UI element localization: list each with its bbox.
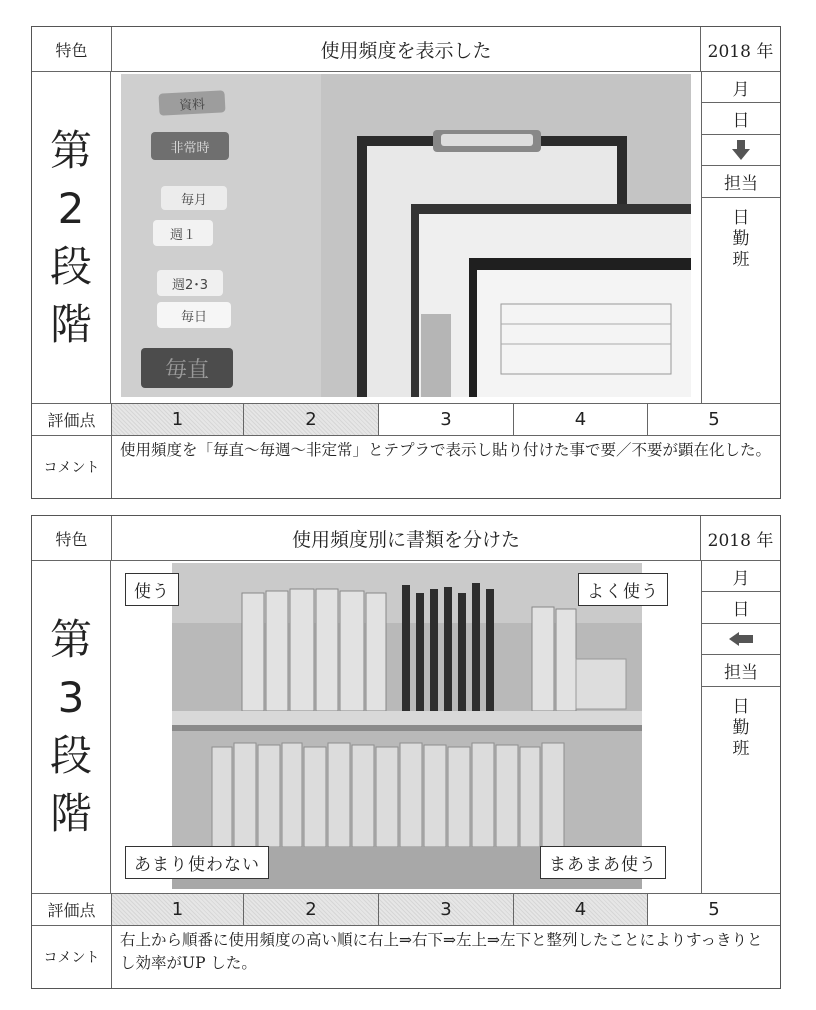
side-column <box>701 561 780 893</box>
section-title: 使用頻度を表示した <box>112 27 701 71</box>
photo-illustration <box>172 563 642 889</box>
eval-label: 評価点 <box>32 404 112 435</box>
day-cell: 日 <box>702 592 780 624</box>
tag-label: 非常時 <box>151 132 229 160</box>
owner-char: 日 <box>732 697 750 717</box>
score-cell-2: 2 <box>244 894 379 925</box>
owner-name <box>702 208 780 271</box>
stage-char: 第 <box>49 125 92 175</box>
left-arrow-icon <box>729 632 753 646</box>
stage-char: 階 <box>49 299 92 349</box>
header-row <box>32 27 780 71</box>
stage-char: 段 <box>49 241 92 291</box>
comment-text: 右上から順番に使用頻度の高い順に右上⇒右下⇒左上⇒左下と整列したことによりすっきりとし効率がUP した。 <box>120 931 763 972</box>
stage-label <box>32 72 111 403</box>
month-cell: 月 <box>702 561 780 592</box>
owner-char: 班 <box>732 250 750 270</box>
tag-label: 週2･3 <box>157 270 223 296</box>
owner-name <box>702 697 780 760</box>
owner-char: 勤 <box>732 229 750 249</box>
score-cell-5: 5 <box>708 899 720 920</box>
feature-label: 特色 <box>32 27 112 71</box>
owner-char: 勤 <box>732 718 750 738</box>
tag-label: 毎月 <box>161 186 227 210</box>
stage-label <box>32 561 111 893</box>
score-row <box>32 894 780 925</box>
feature-label: 特色 <box>32 516 112 560</box>
stage-char: 第 <box>49 615 92 664</box>
header-row <box>32 516 780 560</box>
year-label: 2018 年 <box>707 530 774 551</box>
month-cell: 月 <box>702 72 780 103</box>
direction-cell <box>702 135 780 166</box>
comment-row <box>32 926 780 988</box>
score-cell-1: 1 <box>112 404 244 435</box>
score-cell-5: 5 <box>708 409 720 430</box>
score-row <box>32 404 780 435</box>
side-column <box>701 72 780 403</box>
score-cell-2: 2 <box>244 404 379 435</box>
stage-2-card <box>31 26 781 499</box>
score-cell-4: 4 <box>514 404 648 435</box>
owner-char: 日 <box>732 208 750 228</box>
stage-char: 階 <box>49 789 92 838</box>
callout-use: 使う <box>125 573 179 606</box>
stage-char: 段 <box>49 731 92 780</box>
section-title: 使用頻度別に書類を分けた <box>112 516 701 560</box>
stage-number: 3 <box>57 673 85 722</box>
callout-frequently-use: よく使う <box>578 573 668 606</box>
stage-3-card <box>31 515 781 989</box>
tag-label: 毎直 <box>141 348 233 388</box>
callout-rarely-use: あまり使わない <box>125 846 269 879</box>
down-arrow-icon <box>732 140 750 160</box>
tagged-clipboards-photo <box>121 74 691 397</box>
owner-char: 班 <box>732 739 750 759</box>
comment-text: 使用頻度を「毎直～毎週～非定常」とテプラで表示し貼り付けた事で要／不要が顕在化した。 <box>120 441 772 459</box>
year-label: 2018 年 <box>707 41 774 62</box>
owner-label: 担当 <box>702 166 780 198</box>
score-cell-1: 1 <box>112 894 244 925</box>
stage-number: 2 <box>57 183 85 233</box>
score-cell-3: 3 <box>379 894 514 925</box>
tag-label: 資料 <box>158 90 225 115</box>
tag-label: 週１ <box>153 220 213 246</box>
score-cell-3: 3 <box>379 404 514 435</box>
owner-label: 担当 <box>702 655 780 687</box>
eval-label: 評価点 <box>32 894 112 925</box>
direction-cell <box>702 624 780 655</box>
day-cell: 日 <box>702 103 780 135</box>
score-cell-4: 4 <box>514 894 648 925</box>
comment-row <box>32 436 780 498</box>
tag-label: 毎日 <box>157 302 231 328</box>
callout-sometimes-use: まあまあ使う <box>540 846 666 879</box>
comment-label: コメント <box>32 436 112 498</box>
comment-label: コメント <box>32 926 112 988</box>
bookshelf-photo <box>172 563 642 889</box>
